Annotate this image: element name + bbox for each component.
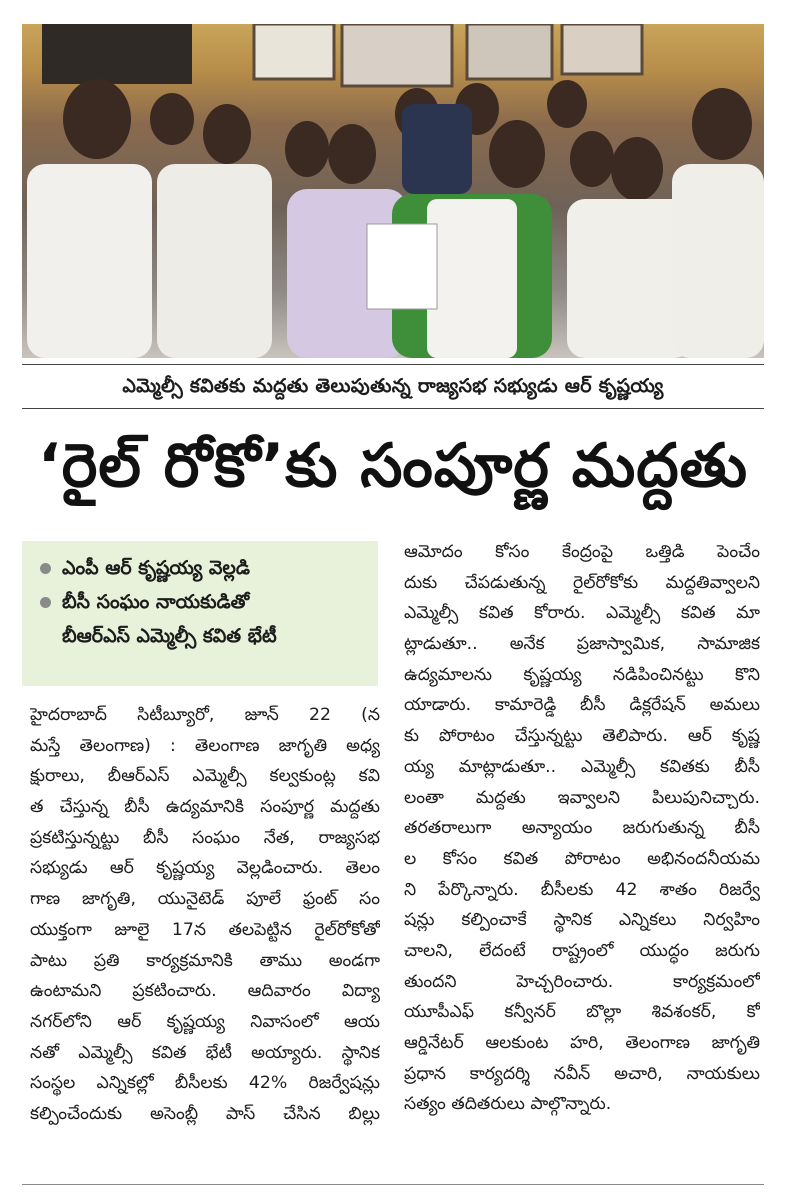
body-line: పాటు ప్రతి కార్యక్రమానికి తాము అండగా <box>30 950 380 971</box>
body-line: ఆమోదం కోసం కేంద్రంపై ఒత్తిడి పెంచేం <box>404 542 760 562</box>
headline: ‘రైల్ రోకో’కు సంపూర్ణ మద్దతు <box>37 431 749 501</box>
body-line: క్షురాలు, బీఆర్ఎస్ ఎమ్మెల్సీ కల్వకుంట్ల కవి <box>30 766 380 787</box>
body-line: లంతా మద్దతు ఇవ్వాలని పిలుపునిచ్చారు. <box>404 787 760 808</box>
caption-bottom-rule <box>22 408 764 409</box>
body-line: ప్రకటిస్తున్నట్టు బీసీ సంఘం నేత, రాజ్యసభ <box>30 827 380 848</box>
body-line: సత్యం తదితరులు పాల్గొన్నారు. <box>404 1094 612 1115</box>
body-line: నగర్‌లోని ఆర్ కృష్ణయ్య నివాసంలో ఆయ <box>30 1011 380 1032</box>
body-column-right <box>404 537 760 1120</box>
body-line: దుకు చేపడుతున్న రైల్‌రోకోకు మద్దతివ్వాలని <box>404 572 760 593</box>
body-line: యుక్తంగా జూలై 17న తలపెట్టిన రైల్‌రోకోతో <box>30 919 380 940</box>
body-line: హైదరాబాద్ సిటీబ్యూరో, జూన్ 22 (న <box>30 705 380 725</box>
bullet-icon <box>40 597 51 608</box>
body-line: షన్లు కల్పించాకే స్థానిక ఎన్నికలు నిర్వహిం <box>404 910 760 931</box>
body-line: ట్లాడుతూ.. అనేక ప్రజాస్వామిక, సామాజిక <box>404 634 760 655</box>
photo-caption: ఎమ్మెల్సీ కవితకు మద్దతు తెలుపుతున్న రాజ్యసభ సభ్యుడు ఆర్ కృష్ణయ్య <box>122 375 664 397</box>
body-line: ప్రధాన కార్యదర్శి నవీన్ అచారి, నాయకులు <box>404 1063 760 1084</box>
caption-top-rule <box>22 364 764 365</box>
body-line: ఉంటామని ప్రకటించారు. ఆదివారం విద్యా <box>30 981 380 1002</box>
body-line: మస్తే తెలంగాణ) : తెలంగాణ జాగృతి అధ్య <box>30 735 380 756</box>
highlight-item <box>40 585 366 619</box>
body-line: కల్పించేందుకు అసెంబ్లీ పాస్ చేసిన బిల్లు <box>30 1103 380 1124</box>
body-line: ఎమ్మెల్సీ కవిత కోరారు. ఎమ్మెల్సీ కవిత మా <box>404 603 760 624</box>
bullet-icon <box>40 563 51 574</box>
highlights-box <box>22 541 378 686</box>
body-line: కు పోరాటం చేస్తున్నట్టు తెలిపారు. ఆర్ కృష్ణ <box>404 726 760 747</box>
photo-illustration <box>22 24 764 358</box>
news-photo <box>22 24 764 358</box>
body-line: యాడారు. కామారెడ్డి బీసీ డిక్లరేషన్ అమలు <box>404 695 760 716</box>
body-line: చాలని, లేదంటే రాష్ట్రంలో యుద్ధం జరుగు <box>404 940 760 961</box>
highlight-text: బీసీ సంఘం నాయకుడితో <box>62 591 250 613</box>
highlight-text: బీఆర్ఎస్ ఎమ్మెల్సీ కవిత భేటీ <box>62 625 277 647</box>
body-line: యూపీఎఫ్ కన్వీనర్ బొల్లా శివశంకర్, కో <box>404 1002 760 1023</box>
body-line: ఆర్డినేటర్ ఆలకుంట హరి, తెలంగాణ జాగృతి <box>404 1033 760 1053</box>
highlight-item <box>40 551 366 585</box>
body-line: ల కోసం కవిత పోరాటం అభినందనీయమ <box>404 848 760 869</box>
highlight-text: ఎంపీ ఆర్ కృష్ణయ్య వెల్లడి <box>62 557 250 579</box>
body-line: ఉద్యమాలను కృష్ణయ్య నడిపించినట్టు కొని <box>404 664 760 685</box>
highlight-item-continuation <box>40 619 366 653</box>
bottom-rule <box>22 1184 764 1185</box>
body-line: తరతరాలుగా అన్యాయం జరుగుతున్న బీసీ <box>404 818 760 839</box>
body-line: సభ్యుడు ఆర్ కృష్ణయ్య వెల్లడించారు. తెలం <box>30 858 380 879</box>
body-line: తుందని హెచ్చరించారు. కార్యక్రమంలో <box>404 971 760 992</box>
body-line: ని పేర్కొన్నారు. బీసీలకు 42 శాతం రిజర్వే <box>404 879 760 900</box>
body-line: గాణ జాగృతి, యునైటెడ్ పూలే ఫ్రంట్ సం <box>30 889 380 910</box>
body-line: య్య మాట్లాడుతూ.. ఎమ్మెల్సీ కవితకు బీసీ <box>404 756 760 777</box>
body-line: నతో ఎమ్మెల్సీ కవిత భేటీ అయ్యారు. స్థానిక <box>30 1042 380 1063</box>
body-line: సంస్థల ఎన్నికల్లో బీసీలకు 42% రిజర్వేషన్లు <box>30 1073 380 1094</box>
body-column-left <box>30 700 380 1130</box>
body-line: త చేస్తున్న బీసీ ఉద్యమానికి సంపూర్ణ మద్దతు <box>30 797 380 818</box>
